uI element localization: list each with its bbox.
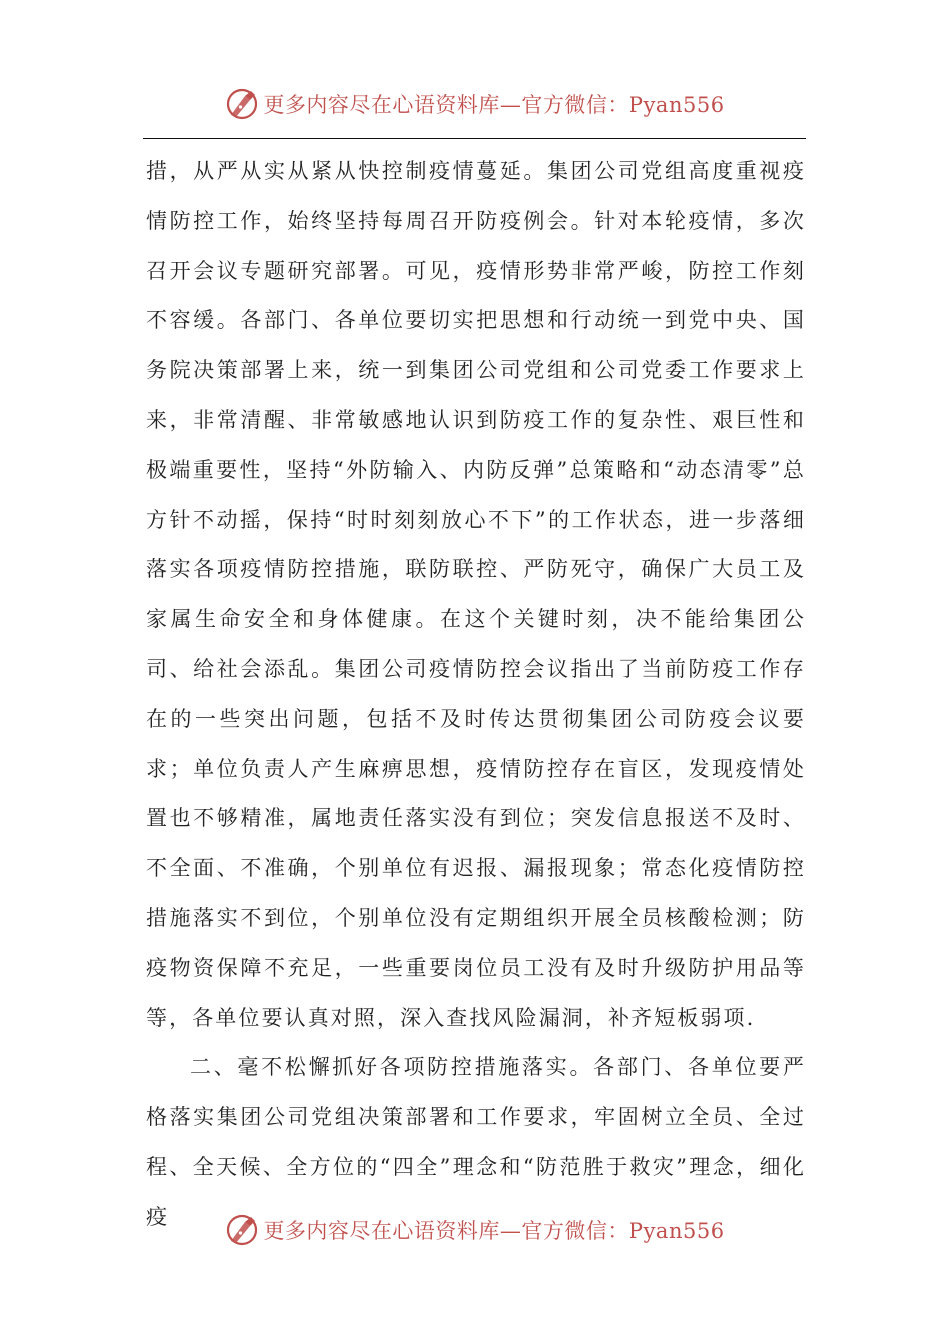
- paragraph-1: 措，从严从实从紧从快控制疫情蔓延。集团公司党组高度重视疫情防控工作，始终坚持每周召开防疫例会。针对本轮疫情，多次召开会议专题研究部署。可见，疫情形势非常严峻，防控工作刻不容缓。各部门、各单位要切实把思想和行动统一到党中央、国务院决策部署上来，统一到集团公司党组和公司党委工作要求上来，非常清醒、非常敏感地认识到防疫工作的复杂性、艰巨性和极端重要性，坚持“外防输入、内防反弹”总策略和“动态清零”总方针不动摇，保持“时时刻刻放心不下”的工作状态，进一步落细落实各项疫情防控措施，联防联控、严防死守，确保广大员工及家属生命安全和身体健康。在这个关键时刻，决不能给集团公司、给社会添乱。集团公司疫情防控会议指出了当前防疫工作存在的一些突出问题，包括不及时传达贯彻集团公司防疫会议要求；单位负责人产生麻痹思想，疫情防控存在盲区，发现疫情处置也不够精准，属地责任落实没有到位；突发信息报送不及时、不全面、不准确，个别单位有迟报、漏报现象；常态化疫情防控措施落实不到位，个别单位没有定期组织开展全员核酸检测；防疫物资保障不充足，一些重要岗位员工没有及时升级防护用品等等，各单位要认真对照，深入查找风险漏洞，补齐短板弱项.: [146, 159, 806, 1030]
- header-banner-text: 更多内容尽在心语资料库—官方微信：Pyan556: [263, 93, 725, 117]
- pen-nib-circle-icon: [225, 87, 259, 121]
- header-banner: [0, 82, 950, 126]
- pen-nib-circle-icon: [225, 1213, 259, 1247]
- paragraph-2: 二、毫不松懈抓好各项防控措施落实。各部门、各单位要严格落实集团公司党组决策部署和工作要求，牢固树立全员、全过程、全天候、全方位的“四全”理念和“防范胜于救灾”理念，细化疫: [146, 1055, 806, 1229]
- footer-banner-text: 更多内容尽在心语资料库—官方微信：Pyan556: [263, 1219, 725, 1243]
- footer-banner: [0, 1208, 950, 1252]
- document-body: [146, 147, 806, 1243]
- header-divider: [143, 138, 806, 139]
